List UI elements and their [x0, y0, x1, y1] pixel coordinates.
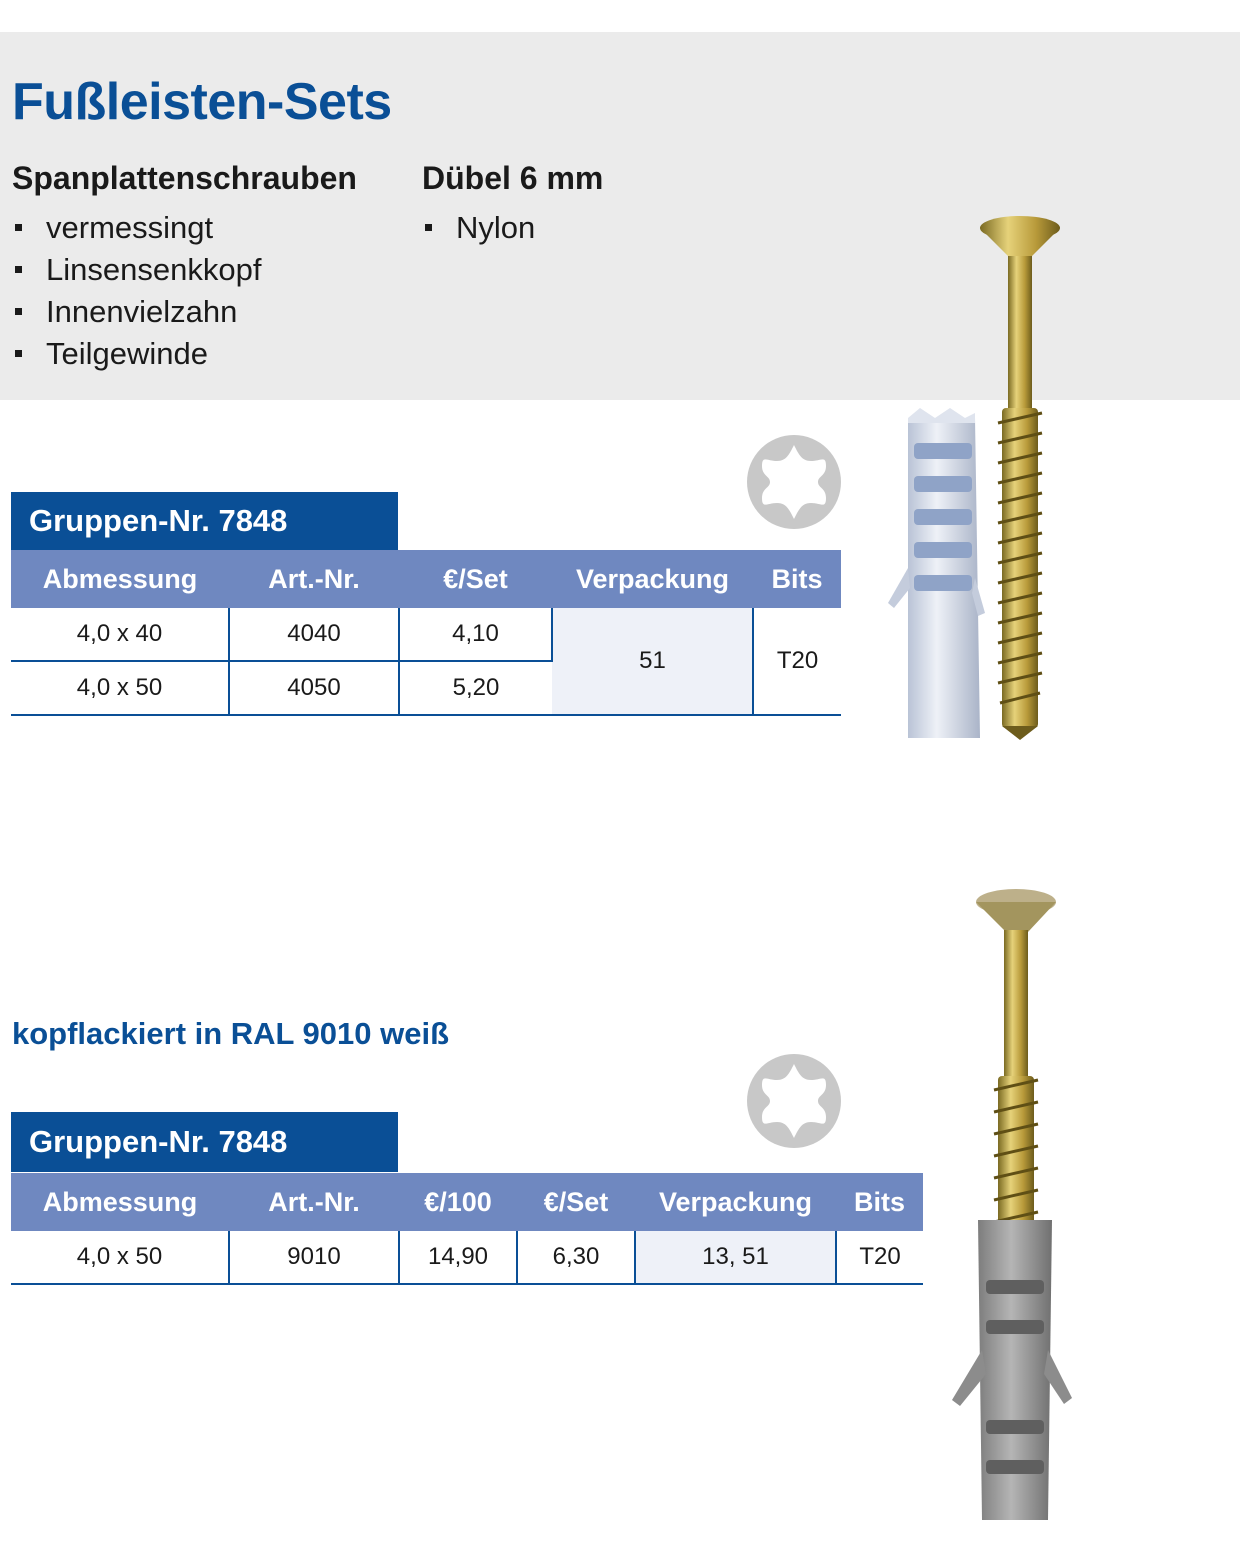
- column-header-verpackung: Verpackung: [635, 1173, 836, 1231]
- feature-item: Linsensenkkopf: [12, 249, 357, 291]
- cell-abmessung: 4,0 x 50: [11, 1231, 229, 1284]
- table-row: [11, 608, 841, 661]
- cell-preis-set: 4,10: [399, 608, 552, 661]
- cell-verpackung: 13, 51: [635, 1231, 836, 1284]
- product-table-1: [11, 550, 841, 716]
- table-row: [11, 1231, 923, 1284]
- cell-bits: T20: [836, 1231, 923, 1284]
- cell-art-nr: 4040: [229, 608, 399, 661]
- feature-item: Innenvielzahn: [12, 291, 357, 333]
- feature-list-dowels: [422, 207, 603, 249]
- column-header-preis-100: €/100: [399, 1173, 517, 1231]
- table-header-row: [11, 1173, 923, 1231]
- feature-list-screws: [12, 207, 357, 375]
- cell-abmessung: 4,0 x 50: [11, 661, 229, 715]
- group-number-tab-2: Gruppen-Nr. 7848: [11, 1112, 398, 1172]
- column-header-preis-set: €/Set: [399, 550, 552, 608]
- column-header-art-nr: Art.-Nr.: [229, 1173, 399, 1231]
- cell-art-nr: 4050: [229, 661, 399, 715]
- cell-art-nr: 9010: [229, 1231, 399, 1284]
- cell-bits: T20: [753, 608, 841, 715]
- column-header-abmessung: Abmessung: [11, 550, 229, 608]
- table-header-row: [11, 550, 841, 608]
- product-table-2: [11, 1173, 923, 1285]
- column-header-bits: Bits: [753, 550, 841, 608]
- torx-star-icon: [746, 434, 842, 530]
- bullet-icon: [15, 308, 22, 315]
- column-header-verpackung: Verpackung: [552, 550, 753, 608]
- section-subtitle: kopflackiert in RAL 9010 weiß: [12, 1016, 450, 1051]
- feature-item: vermessingt: [12, 207, 357, 249]
- feature-item: Teilgewinde: [12, 333, 357, 375]
- cell-preis-set: 6,30: [517, 1231, 635, 1284]
- cell-preis-100: 14,90: [399, 1231, 517, 1284]
- group-number-tab-1: Gruppen-Nr. 7848: [11, 492, 398, 550]
- column-header-bits: Bits: [836, 1173, 923, 1231]
- feature-column-screws: [12, 160, 357, 375]
- feature-heading-screws: Spanplattenschrauben: [12, 160, 357, 196]
- bullet-icon: [15, 266, 22, 273]
- torx-star-icon: [746, 1053, 842, 1149]
- page-title: Fußleisten-Sets: [12, 73, 392, 131]
- cell-verpackung: 51: [552, 608, 753, 715]
- screw-dowel-white-head-image: [930, 880, 1090, 1540]
- bullet-icon: [425, 224, 432, 231]
- feature-heading-dowels: Dübel 6 mm: [422, 160, 604, 196]
- bullet-icon: [15, 350, 22, 357]
- column-header-abmessung: Abmessung: [11, 1173, 229, 1231]
- cell-abmessung: 4,0 x 40: [11, 608, 229, 661]
- bullet-icon: [15, 224, 22, 231]
- feature-item: Nylon: [422, 207, 603, 249]
- feature-column-dowels: [422, 160, 603, 249]
- cell-preis-set: 5,20: [399, 661, 552, 715]
- column-header-preis-set: €/Set: [517, 1173, 635, 1231]
- screw-dowel-brass-image: [880, 208, 1100, 748]
- column-header-art-nr: Art.-Nr.: [229, 550, 399, 608]
